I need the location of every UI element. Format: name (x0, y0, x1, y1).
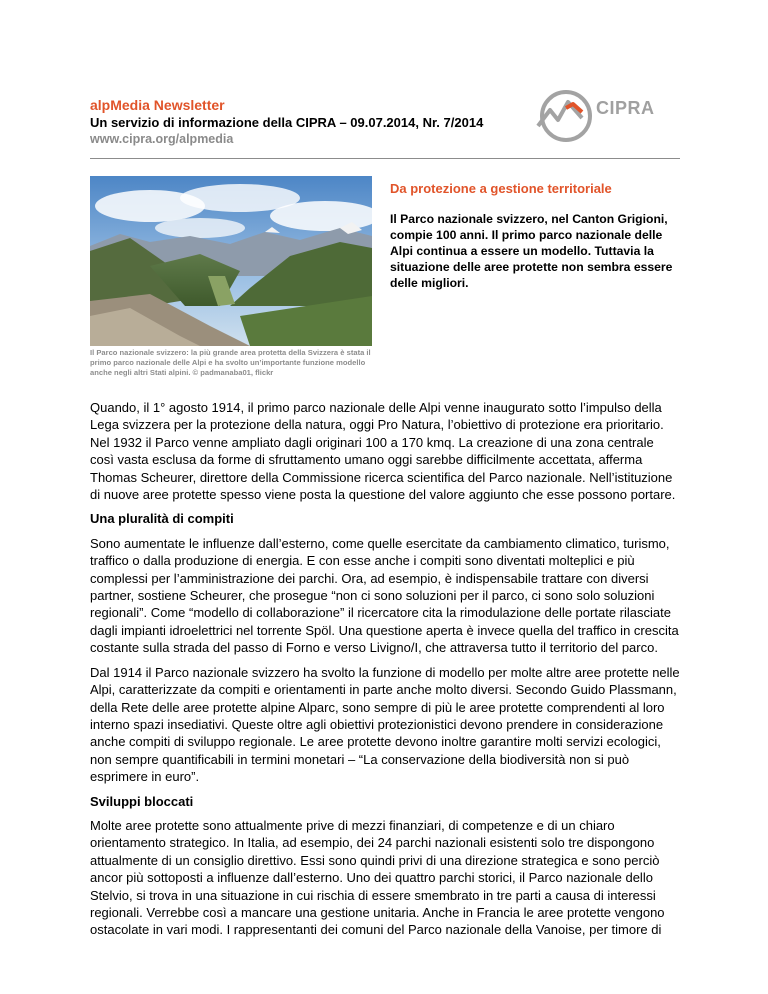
article-lead: Il Parco nazionale svizzero, nel Canton Grigioni, compie 100 anni. Il primo parco nazionale delle Alpi continua a essere un modello. Tuttavia la situazione delle aree protette non sembra essere delle migliori. (390, 212, 673, 290)
cipra-logo (536, 86, 672, 146)
paragraph-1: Quando, il 1° agosto 1914, il primo parco nazionale delle Alpi venne inaugurato sotto l’impulso della Lega svizzera per la protezione della natura, oggi Pro Natura, l’obiettivo di protezione era prioritario. Nel 1932 il Parco venne ampliato dagli originari 100 a 170 kmq. La creazione di una zona centrale così vasta esclusa da forme di sfruttamento umano oggi sarebbe difficilmente accettata, afferma Thomas Scheurer, direttore della Commissione ricerca scientifica del Parco nazionale. Nell’istituzione di nuove aree protette spesso viene posta la questione del valore aggiunto che esse possono portare. (90, 400, 676, 503)
paragraph-2: Sono aumentate le influenze dall’esterno, come quelle esercitate da cambiamento climatico, turismo, traffico o dalla produzione di energia. E con esse anche i compiti sono diventati molteplici e più complessi per l’amministrazione dei parchi. Ora, ad esempio, è indispensabile trattare con diversi partner, sostiene Scheurer, che prosegue “non ci sono soluzioni per il parco, ci sono solo soluzioni regionali”. Come “modello di collaborazione” il ricercatore cita la rimodulazione delle portate rilasciate dagli impianti idroelettrici nel torrente Spöl. Una questione aperta è invece quella del traffico in crescita costante sulla strada del passo di Forno e verso Livigno/I, che attraversa tutto il territorio del parco. (90, 535, 679, 656)
section-heading-2: Sviluppi bloccati (90, 793, 194, 809)
newsletter-title: alpMedia Newsletter (90, 97, 225, 113)
article-body (90, 399, 680, 946)
newsletter-subtitle: Un servizio di informazione della CIPRA – 09.07.2014, Nr. 7/2014 (90, 115, 484, 130)
mountain-landscape-image (90, 176, 372, 346)
paragraph-3: Dal 1914 il Parco nazionale svizzero ha svolto la funzione di modello per molte altre aree protette nelle Alpi, caratterizzate da compiti e orientamenti in parte anche molto diversi. Secondo Guido Plassmann, della Rete delle aree protette alpine Alparc, sono sempre di più le aree protette comprendenti al loro interno spazi insediativi. Queste oltre agli obiettivi protezionistici devono prendere in considerazione anche compiti di sviluppo regionale. Le aree protette devono inoltre garantire molti servizi ecologici, non sempre quantificabili in termini monetari – “La conservazione della biodiversità non si può esprimere in euro”. (90, 664, 680, 785)
paragraph-4: Molte aree protette sono attualmente prive di mezzi finanziari, di competenze e di un chiaro orientamento strategico. In Italia, ad esempio, dei 24 parchi nazionali esistenti solo tre dispongono attualmente di un consiglio direttivo. Essi sono quindi privi di una direzione strategica e sono perciò ancor più sottoposti a influenze dall’esterno. Uno dei quattro parchi storici, il Parco nazionale dello Stelvio, si trova in una situazione in cui rischia di essere smembrato in tre parti a causa di interessi regionali. Verrebbe così a mancare una gestione unitaria. Anche in Francia le aree protette vengono ostacolate in vari modi. I rappresentanti dei comuni del Parco nazionale della Vanoise, per timore di (90, 817, 665, 938)
article-intro (390, 181, 680, 291)
newsletter-url[interactable]: www.cipra.org/alpmedia (90, 132, 234, 146)
photo-caption: Il Parco nazionale svizzero: la più grande area protetta della Svizzera è stata il primo parco nazionale delle Alpi e ha svolto un’importante funzione modello anche negli altri Stati alpini. © padmanaba01, flickr (90, 348, 371, 377)
header-divider (90, 158, 680, 159)
cipra-logo-icon (536, 86, 596, 146)
logo-wordmark: CIPRA (596, 98, 655, 118)
article-photo (90, 176, 372, 346)
article-headline: Da protezione a gestione territoriale (390, 181, 612, 196)
section-heading-1: Una pluralità di compiti (90, 511, 234, 527)
